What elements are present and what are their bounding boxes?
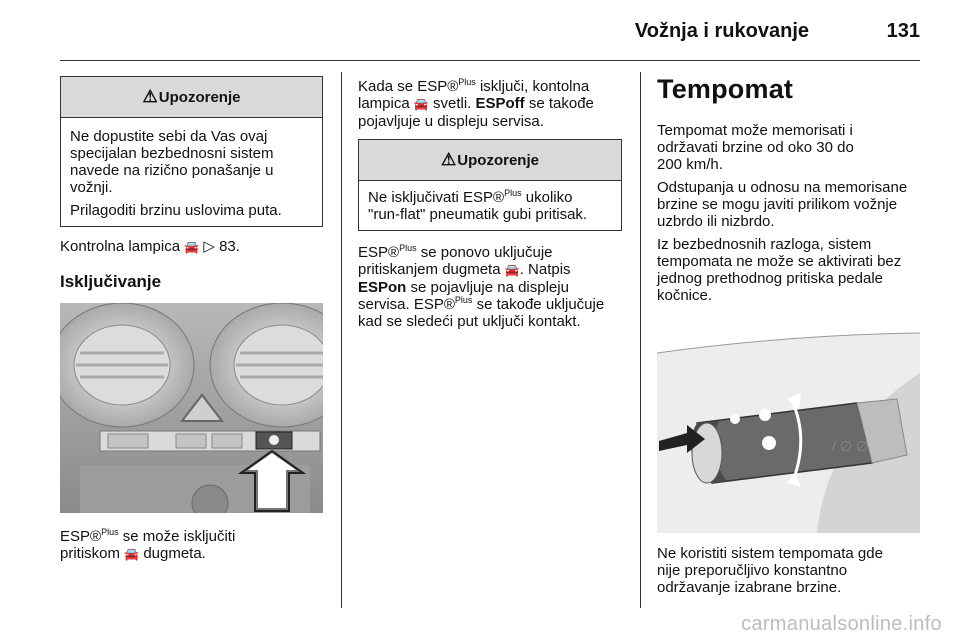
body-text: Kontrolna lampica xyxy=(60,238,181,255)
body-text: . Natpis xyxy=(519,261,571,278)
esp-button-illustration xyxy=(60,303,323,513)
warning-box xyxy=(358,139,622,231)
svg-text:/ ∅ ∅: / ∅ ∅ xyxy=(832,438,869,454)
body-text: Kada se ESP® xyxy=(358,78,459,95)
superscript: Plus xyxy=(399,243,417,253)
warning-box xyxy=(60,76,323,227)
section-heading: Tempomat xyxy=(657,74,794,104)
warning-header xyxy=(359,140,621,181)
column-divider xyxy=(341,72,342,608)
warning-title: Upozorenje xyxy=(457,151,539,169)
esp-car-icon: 🚘 xyxy=(504,263,520,277)
body-text: servisa. ESP® xyxy=(358,296,455,313)
body-text: se pojavljuje na displeju xyxy=(406,279,569,296)
body-text: Ne koristiti sistem tempomata gde nije preporučljivo konstantno održavanje izabrane brzine. xyxy=(657,545,883,596)
body-text: se takođe uključuje xyxy=(472,296,605,313)
warning-title: Upozorenje xyxy=(158,88,241,106)
page-reference-icon: ▷ xyxy=(203,238,215,255)
body-text: lampica xyxy=(358,95,410,112)
body-text: svetli. xyxy=(432,95,472,112)
body-text: pritiskanjem dugmeta xyxy=(358,261,501,278)
body-text: isključi, kontolna xyxy=(475,78,590,95)
body-text: Tempomat može memorisati i održavati brzine od oko 30 do 200 km/h. xyxy=(657,122,854,173)
warning-triangle-icon: ⚠ xyxy=(142,87,158,106)
paragraph xyxy=(358,244,638,330)
warning-text: Prilagoditi brzinu uslovima puta. xyxy=(70,202,282,219)
body-text: se može isključiti xyxy=(118,528,236,545)
warning-text: "run-flat" pneumatik gubi pritisak. xyxy=(368,206,588,223)
body-text: ESP® xyxy=(60,528,102,545)
warning-triangle-icon: ⚠ xyxy=(441,150,457,169)
body-text: Odstupanja u odnosu na memorisane brzine se mogu javiti prilikom vožnje uzbrdo ili nizbrdo. xyxy=(657,179,908,230)
body-text: pojavljuje u displeju servisa. xyxy=(358,113,544,130)
warning-text: Ne dopustite sebi da Vas ovaj specijalan bezbednosni sistem navede na rizično ponašanje u vožnji. xyxy=(70,128,274,196)
cruise-control-lever-illustration xyxy=(657,323,920,533)
warning-text: ukoliko xyxy=(521,189,573,206)
header-divider xyxy=(60,60,920,61)
text-column xyxy=(657,122,922,310)
paragraph xyxy=(358,78,628,130)
body-text: dugmeta. xyxy=(143,545,206,562)
display-message: ESPoff xyxy=(475,95,525,112)
esp-car-icon: 🚘 xyxy=(184,240,200,254)
superscript: Plus xyxy=(504,188,522,198)
warning-header xyxy=(61,77,322,118)
body-text: se ponovo uključuje xyxy=(416,244,553,261)
column-divider xyxy=(640,72,641,608)
superscript: Plus xyxy=(101,527,119,537)
page-number: 131 xyxy=(886,20,920,42)
superscript: Plus xyxy=(454,295,473,305)
control-lamp-line xyxy=(60,238,330,256)
figure-caption xyxy=(60,528,330,563)
body-text: ESP® xyxy=(358,244,400,261)
superscript: Plus xyxy=(458,77,476,87)
body-text: kad se sledeći put uključi kontakt. xyxy=(358,313,581,330)
page-reference: 83. xyxy=(219,238,240,255)
esp-car-icon: 🚘 xyxy=(413,97,429,111)
body-text: pritiskom xyxy=(60,545,121,562)
section-heading: Isključivanje xyxy=(60,272,162,291)
watermark: carmanualsonline.info xyxy=(741,613,942,635)
page-header-title: Vožnja i rukovanje xyxy=(634,20,809,42)
body-text: Iz bezbednosnih razloga, sistem tempomata ne može se aktivirati bez jednog prethodnog pritiska pedale kočnice. xyxy=(657,236,902,304)
body-text: se takođe xyxy=(524,95,594,112)
display-message: ESPon xyxy=(358,279,407,296)
warning-text: Ne isključivati ESP® xyxy=(368,189,505,206)
esp-car-icon: 🚘 xyxy=(124,547,140,561)
